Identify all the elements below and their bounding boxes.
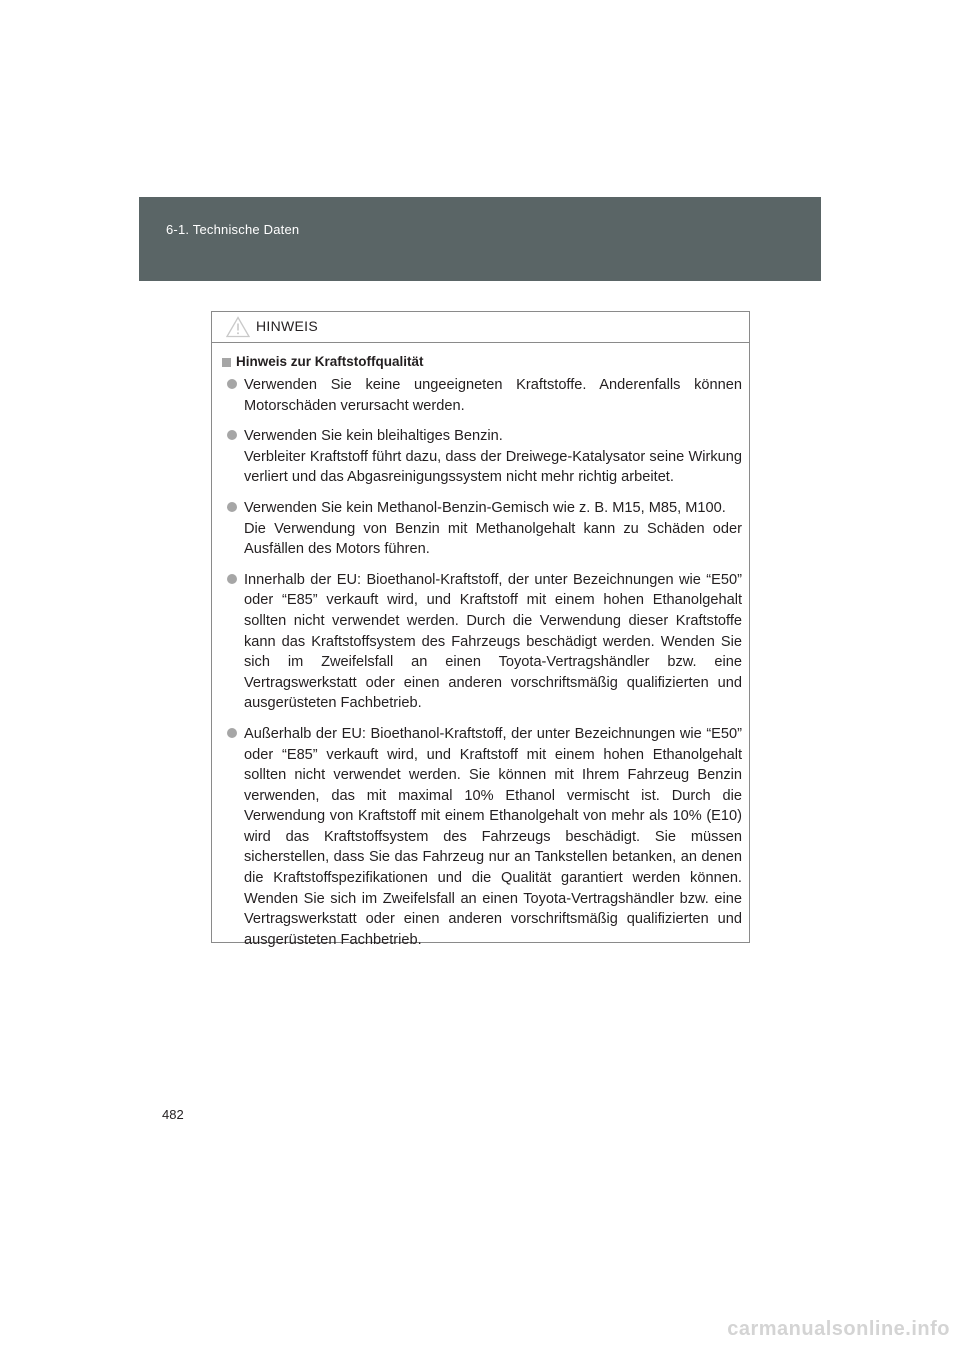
list-item-text: Verwenden Sie keine ungeeigneten Kraftstoffe. Anderenfalls können Motorschäden verursacht werden. <box>244 377 742 414</box>
chapter-header-band <box>139 197 821 281</box>
bullet-dot-icon <box>227 502 237 512</box>
notice-body <box>212 343 749 950</box>
list-item-text: Verwenden Sie kein bleihaltiges Benzin. <box>244 428 503 445</box>
warning-triangle-icon <box>226 316 250 338</box>
list-item-detail: Verbleiter Kraftstoff führt dazu, dass der Dreiwege-Katalysator seine Wirkung verliert und das Abgasreinigungssystem nicht mehr richtig arbeitet. <box>244 448 742 486</box>
notice-header <box>212 312 749 343</box>
bullet-dot-icon <box>227 728 237 738</box>
list-item <box>222 724 742 951</box>
watermark: carmanualsonline.info <box>727 1318 950 1340</box>
topic-heading <box>222 354 742 369</box>
notice-title: HINWEIS <box>256 318 318 334</box>
list-item-text: Verwenden Sie kein Methanol-Benzin-Gemisch wie z. B. M15, M85, M100. <box>244 499 726 516</box>
list-item-text: Innerhalb der EU: Bioethanol-Kraftstoff, der unter Bezeichnungen wie “E50” oder “E85” verkauft wird, und Kraftstoff mit einem hohen Ethanolgehalt sollten nicht verwendet werden. Durch die Verwendung dieser Kraftstoffe kann das Kraftstoffsystem des Fahrzeugs beschädigt werden. Wenden Sie sich im Zweifelsfall an einen Toyota-Vertragshändler bzw. eine Vertragswerkstatt oder einen anderen vorschriftsmäßig qualifizierten und ausgerüsteten Fachbetrieb. <box>244 571 742 712</box>
page-number: 482 <box>162 1107 184 1122</box>
bullet-dot-icon <box>227 430 237 440</box>
bullet-dot-icon <box>227 379 237 389</box>
list-item <box>222 375 742 416</box>
list-item-text: Außerhalb der EU: Bioethanol-Kraftstoff, der unter Bezeichnungen wie “E50” oder “E85” verkauft wird, und Kraftstoff mit einem hohen Ethanolgehalt sollten nicht verwendet werden. Sie können mit Ihrem Fahrzeug Benzin verwenden, das mit maximal 10% Ethanol vermischt ist. Durch die Verwendung von Kraftstoff mit einem Ethanolgehalt von mehr als 10% (E10) wird das Kraftstoffsystem des Fahrzeugs beschädigt. Sie müssen sicherstellen, dass Sie das Fahrzeug nur an Tankstellen betanken, an denen die Kraftstoffspezifikationen und die Qualität garantiert werden können. Wenden Sie sich im Zweifelsfall an einen Toyota-Vertragshändler bzw. eine Vertragswerkstatt oder einen anderen vorschriftsmäßig qualifizierten und ausgerüsteten Fachbetrieb. <box>244 725 742 948</box>
list-item <box>222 498 742 560</box>
list-item <box>222 570 742 714</box>
bullet-list <box>222 375 742 950</box>
list-item-detail: Die Verwendung von Benzin mit Methanolgehalt kann zu Schäden oder Ausfällen des Motors führen. <box>244 520 742 558</box>
square-bullet-icon <box>222 358 231 367</box>
notice-box <box>211 311 750 948</box>
section-label: 6-1. Technische Daten <box>166 222 300 237</box>
list-item <box>222 426 742 488</box>
bullet-dot-icon <box>227 574 237 584</box>
topic-title: Hinweis zur Kraftstoffqualität <box>236 354 424 369</box>
